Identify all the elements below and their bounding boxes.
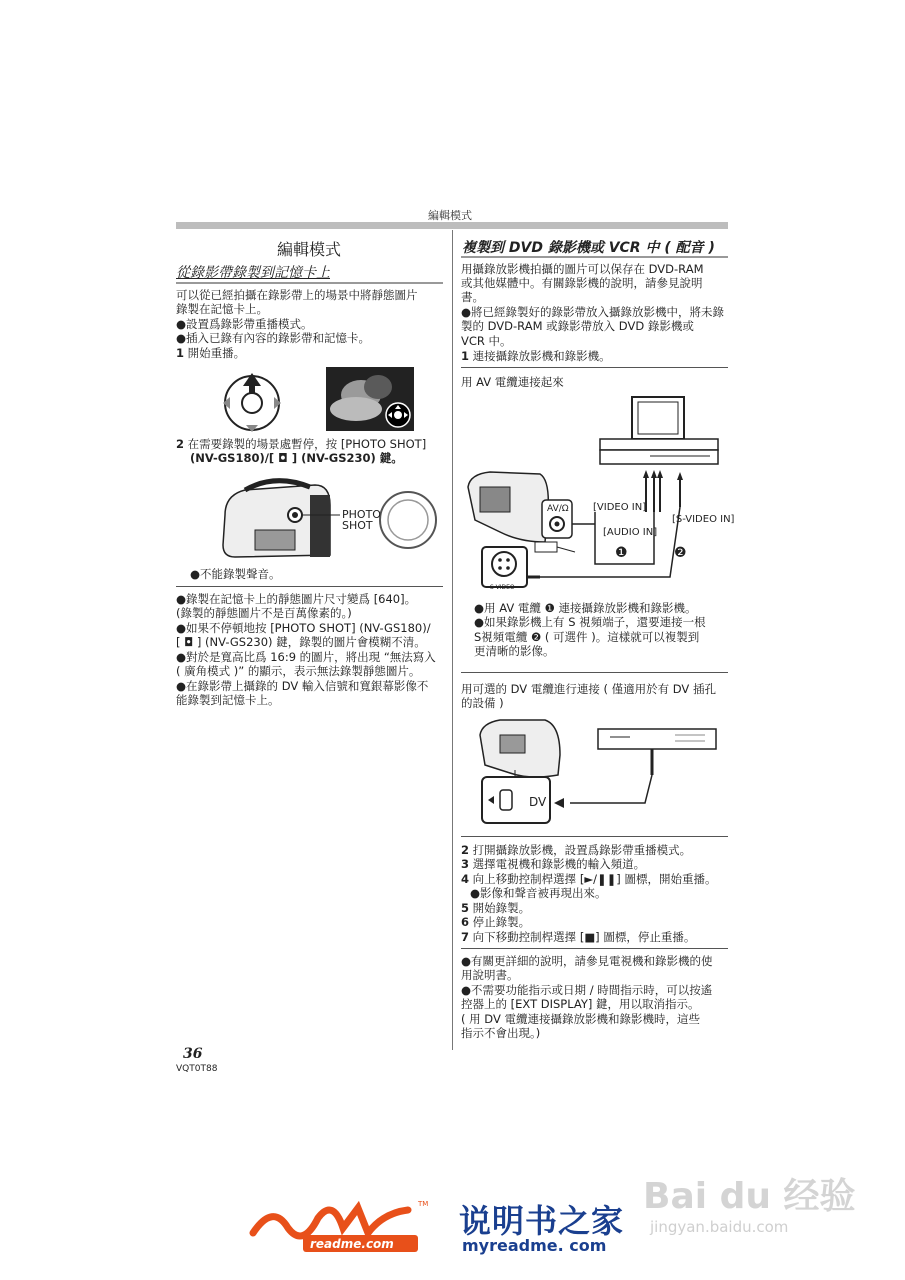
right-intro-3: 書。: [461, 290, 484, 304]
right-notes-rule: [461, 948, 728, 949]
column-divider: [452, 230, 453, 1050]
av-heading: 用 AV 電纜連接起來: [461, 375, 564, 389]
svideo-jack-label: S-VIDEO: [490, 584, 515, 591]
av-connection-diagram: [460, 392, 728, 592]
step-number: 1: [461, 349, 470, 363]
running-header: 編輯模式: [428, 209, 472, 222]
right-bullet-1b: 製的 DVD-RAM 或錄影帶放入 DVD 錄影機或: [461, 319, 694, 333]
dvd-title-rule: [461, 256, 728, 258]
document-code: VQT0T88: [176, 1064, 218, 1074]
right-intro-1: 用攝錄放影機拍攝的圖片可以保存在 DVD-RAM: [461, 262, 704, 276]
camcorder-photo-shot-figure: [215, 475, 440, 565]
av-note-1: ●用 AV 電纜 ❶ 連接攝錄放影機和錄影機。: [474, 601, 697, 615]
step-text: 打開攝錄放影機，設置爲錄影帶重播模式。: [472, 843, 692, 857]
left-note-5: ●對於是寬高比爲 16:9 的圖片，將出現 “無法寫入: [176, 650, 436, 664]
cable-1-marker: ❶: [615, 545, 628, 561]
svideo-in-label: [S-VIDEO IN]: [672, 514, 735, 525]
cable-2-marker: ❷: [674, 545, 687, 561]
step-text: 向下移動控制桿選擇 [■] 圖標，停止重播。: [472, 930, 696, 944]
right-note-6: 指示不會出現。): [461, 1026, 541, 1040]
step-text: 向上移動控制桿選擇 [►/❚❚] 圖標，開始重播。: [472, 872, 717, 886]
step-text: 開始重播。: [187, 346, 246, 360]
dv-section-rule: [461, 672, 728, 673]
right-bullet-1a: ●將已經錄製好的錄影帶放入攝錄放影機中，將未錄: [461, 305, 725, 319]
readme-text: readme.com: [310, 1237, 394, 1251]
left-step-2: [176, 437, 426, 451]
left-bullet-1: ●設置爲錄影帶重播模式。: [176, 317, 313, 331]
myreadme-logo: [248, 1198, 428, 1258]
right-step-7: [461, 930, 695, 944]
page-number: 36: [183, 1046, 203, 1062]
av-section-rule: [461, 367, 728, 368]
left-step-2-line2: (NV-GS180)/[ ◘ ] (NV-GS230) 鍵。: [190, 451, 403, 465]
step-number: 4: [461, 872, 470, 886]
right-note-4: 控器上的 [EXT DISPLAY] 鍵，用以取消指示。: [461, 997, 700, 1011]
right-step-5: [461, 901, 530, 915]
paused-scene-figure: [326, 367, 414, 431]
right-note-3: ●不需要功能指示或日期 / 時間指示時，可以按遙: [461, 983, 713, 997]
right-note-1: ●有關更詳細的說明，請參見電視機和錄影機的使: [461, 954, 713, 968]
left-bullet-2: ●插入已錄有內容的錄影帶和記憶卡。: [176, 331, 371, 345]
steps-rule: [461, 836, 728, 837]
left-note-1: ●錄製在記憶卡上的靜態圖片尺寸變爲 [640]。: [176, 592, 417, 606]
tm-mark: TM: [418, 1200, 429, 1208]
av-note-4: 更清晰的影像。: [474, 644, 555, 658]
step-number: 2: [176, 437, 185, 451]
left-note-7: ●在錄影帶上攝錄的 DV 輸入信號和寬銀幕影像不: [176, 679, 429, 693]
photo-shot-label-2: SHOT: [342, 519, 373, 532]
right-bullet-1c: VCR 中。: [461, 334, 512, 348]
left-note-4: [ ◘ ] (NV-GS230) 鍵，錄製的圖片會模糊不清。: [176, 635, 426, 649]
step-text: 在需要錄製的場景處暫停，按 [PHOTO SHOT]: [187, 437, 427, 451]
audio-in-label: [AUDIO IN]: [603, 527, 658, 538]
step-number: 7: [461, 930, 470, 944]
no-audio-note: ●不能錄製聲音。: [190, 567, 281, 581]
header-bar: [176, 222, 728, 229]
step-number: 5: [461, 901, 470, 915]
dv-jack-label: DV: [529, 795, 547, 809]
dvd-section-title: 複製到 DVD 錄影機或 VCR 中 ( 配音 ): [462, 240, 715, 256]
left-note-8: 能錄製到記憶卡上。: [176, 693, 280, 707]
subsection-rule: [176, 282, 443, 284]
av-jack-label: AV/Ω: [547, 504, 569, 514]
dv-heading-1: 用可選的 DV 電纜進行連接 ( 僅適用於有 DV 插孔: [461, 682, 716, 696]
subsection-title: 從錄影帶錄製到記憶卡上: [176, 265, 330, 281]
section-title: 編輯模式: [277, 240, 342, 259]
right-step-1: [461, 349, 611, 363]
left-intro-2: 錄製在記憶卡上。: [176, 302, 268, 316]
right-intro-2: 或其他媒體中。有關錄影機的說明，請參見說明: [461, 276, 703, 290]
right-step-6: [461, 915, 530, 929]
right-step-3: [461, 857, 645, 871]
video-in-label: [VIDEO IN]: [593, 502, 647, 513]
left-step-1: [176, 346, 245, 360]
step-text: 開始錄製。: [472, 901, 531, 915]
dv-connection-diagram: [470, 715, 720, 828]
right-note-2: 用說明書。: [461, 968, 519, 982]
left-notes-rule: [176, 586, 443, 587]
right-note-5: ( 用 DV 電纜連接攝錄放影機和錄影機時，這些: [461, 1012, 700, 1026]
step-text: 連接攝錄放影機和錄影機。: [472, 349, 611, 363]
myreadme-url: myreadme. com: [462, 1236, 607, 1255]
right-step-4-sub: [470, 886, 607, 900]
joystick-figure: [218, 370, 288, 432]
left-intro-1: 可以從已經拍攝在錄影帶上的場景中將靜態圖片: [176, 288, 418, 302]
step-number: 2: [461, 843, 470, 857]
step-number: 6: [461, 915, 470, 929]
dv-heading-2: 的設備 ): [461, 696, 504, 710]
baidu-watermark: Bai du 经验: [643, 1176, 856, 1217]
left-note-6: ( 廣角模式 )” 的顯示，表示無法錄製靜態圖片。: [176, 664, 421, 678]
av-note-2: ●如果錄影機上有 S 視頻端子，還要連接一根: [474, 615, 706, 629]
step-text: ●影像和聲音被再現出來。: [470, 886, 607, 900]
baidu-url: jingyan.baidu.com: [650, 1218, 789, 1236]
av-note-3: S視頻電纜 ❷ ( 可選件 )。這樣就可以複製到: [474, 630, 700, 644]
photo-shot-label-1: PHOTO: [342, 508, 381, 521]
right-step-2: [461, 843, 691, 857]
step-number: 3: [461, 857, 470, 871]
shuomingshu-title: 说明书之家: [459, 1202, 625, 1240]
left-note-2: (錄製的靜態圖片不是百萬像素的。): [176, 606, 352, 620]
left-note-3: ●如果不停頓地按 [PHOTO SHOT] (NV-GS180)/: [176, 621, 431, 635]
step-number: 1: [176, 346, 185, 360]
step-text: 選擇電視機和錄影機的輸入頻道。: [472, 857, 646, 871]
step-text: 停止錄製。: [472, 915, 531, 929]
right-step-4: [461, 872, 716, 886]
